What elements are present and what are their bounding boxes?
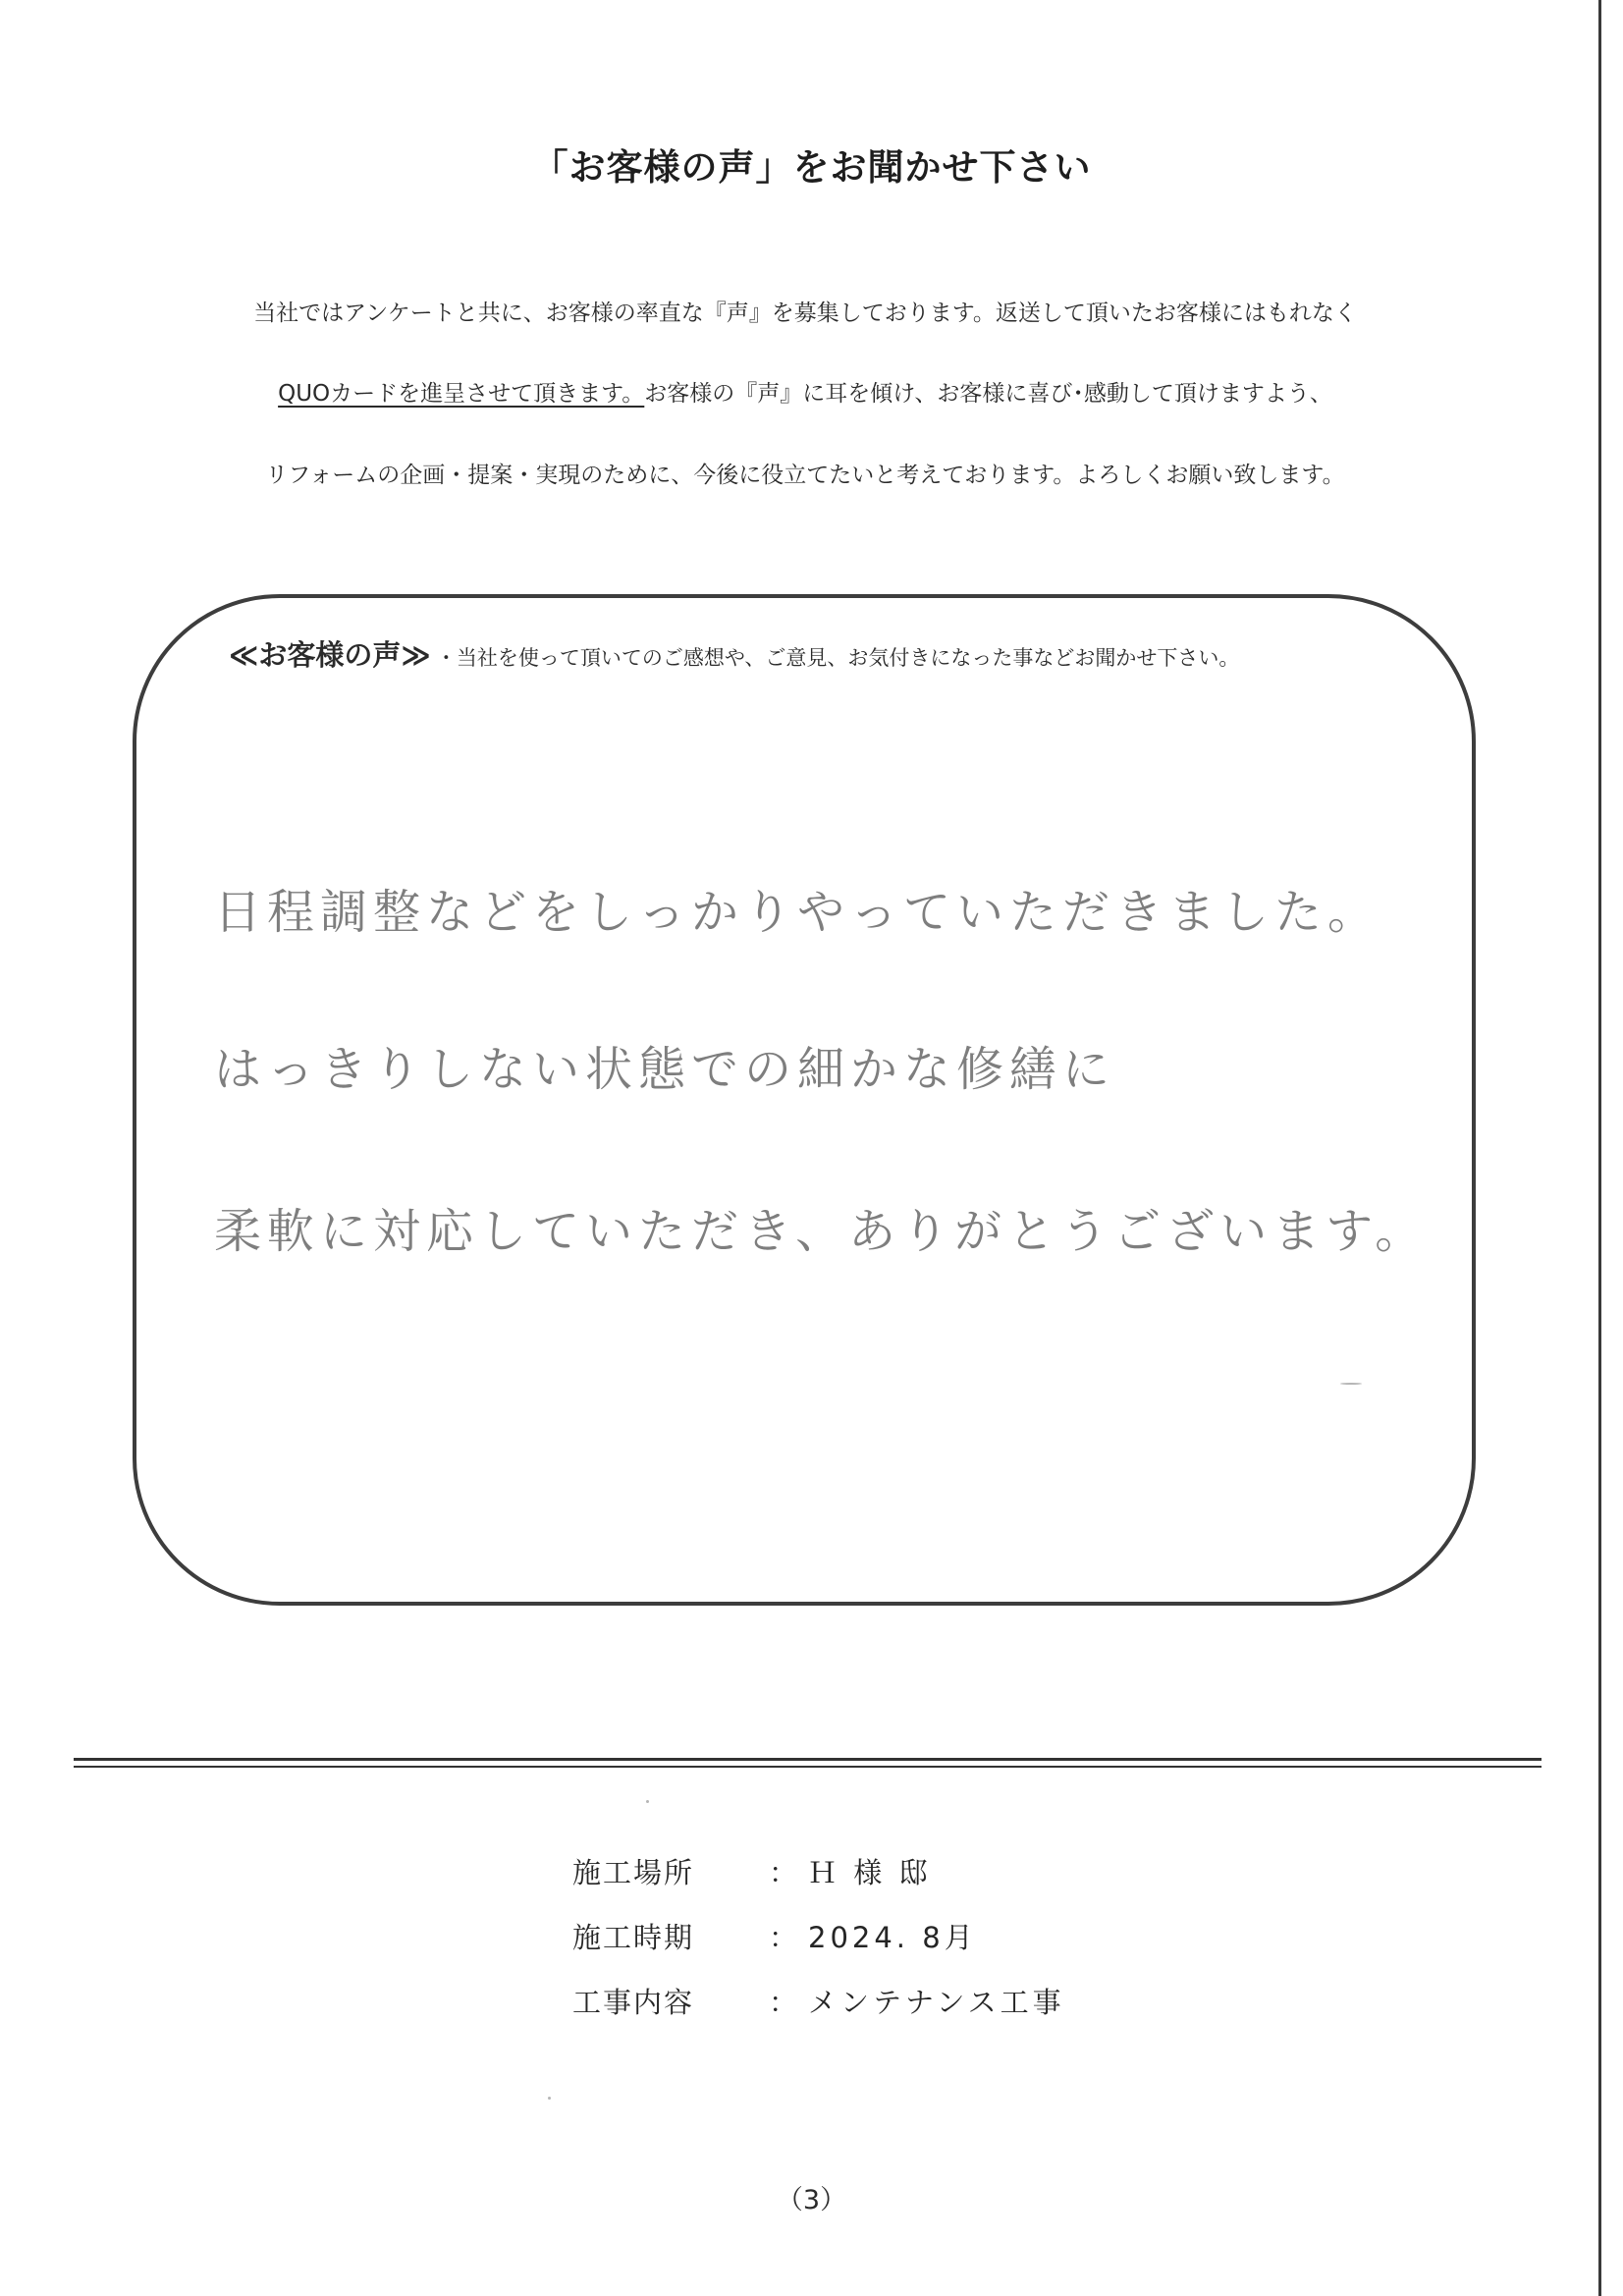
- intro-line-2: [118, 375, 1492, 408]
- scan-speck: [548, 2097, 551, 2100]
- quo-card-notice: QUOカードを進呈させて頂きます。: [278, 381, 645, 407]
- intro-line-3: リフォームの企画・提案・実現のために、今後に役立てたいと考えております。よろしくお願い致します。: [265, 463, 1345, 488]
- page-edge-line: [1598, 0, 1601, 2296]
- handwritten-line-1: 日程調整などをしっかりやっていただきました。: [214, 885, 1381, 940]
- detail-row-location: [572, 1851, 1065, 1916]
- intro-line-2-rest: お客様の『声』に耳を傾け、お客様に喜び･感動して頂けますよう、: [644, 381, 1332, 407]
- detail-value: Ｈ 様 邸: [808, 1856, 932, 1889]
- double-rule-bottom: [74, 1766, 1542, 1768]
- detail-separator: ：: [769, 1986, 798, 2019]
- detail-value: 2024. 8月: [808, 1921, 977, 1954]
- voice-label: ≪お客様の声≫: [229, 638, 431, 672]
- detail-row-period: [572, 1916, 1065, 1981]
- detail-separator: ：: [769, 1921, 798, 1954]
- detail-label: 施工場所: [572, 1856, 695, 1889]
- intro-line-1: 当社ではアンケートと共に、お客様の率直な『声』を募集しております。返送して頂いたお客様にはもれなく: [253, 301, 1357, 326]
- page-number: （3）: [776, 2185, 847, 2215]
- detail-label: 施工時期: [572, 1921, 695, 1954]
- page-title: 「お客様の声」をお聞かせ下さい: [531, 146, 1092, 189]
- handwritten-line-3: 柔軟に対応していただき、ありがとうございます。: [214, 1204, 1429, 1259]
- scan-speck: [646, 1800, 649, 1803]
- customer-voice-box: [133, 594, 1476, 1606]
- double-rule-top: [74, 1758, 1542, 1761]
- voice-header: [229, 633, 1239, 674]
- detail-separator: ：: [769, 1856, 798, 1889]
- detail-label: 工事内容: [572, 1986, 695, 2019]
- construction-details: [572, 1851, 1065, 2046]
- voice-prompt: ・当社を使って頂いてのご感想や、ご意見、お気付きになった事などお聞かせ下さい。: [435, 646, 1240, 670]
- handwritten-line-2: はっきりしない状態での細かな修繕に: [214, 1042, 1116, 1097]
- detail-value: メンテナンス工事: [808, 1986, 1065, 2019]
- scan-speck: [1340, 1383, 1362, 1385]
- detail-row-work-type: [572, 1981, 1065, 2046]
